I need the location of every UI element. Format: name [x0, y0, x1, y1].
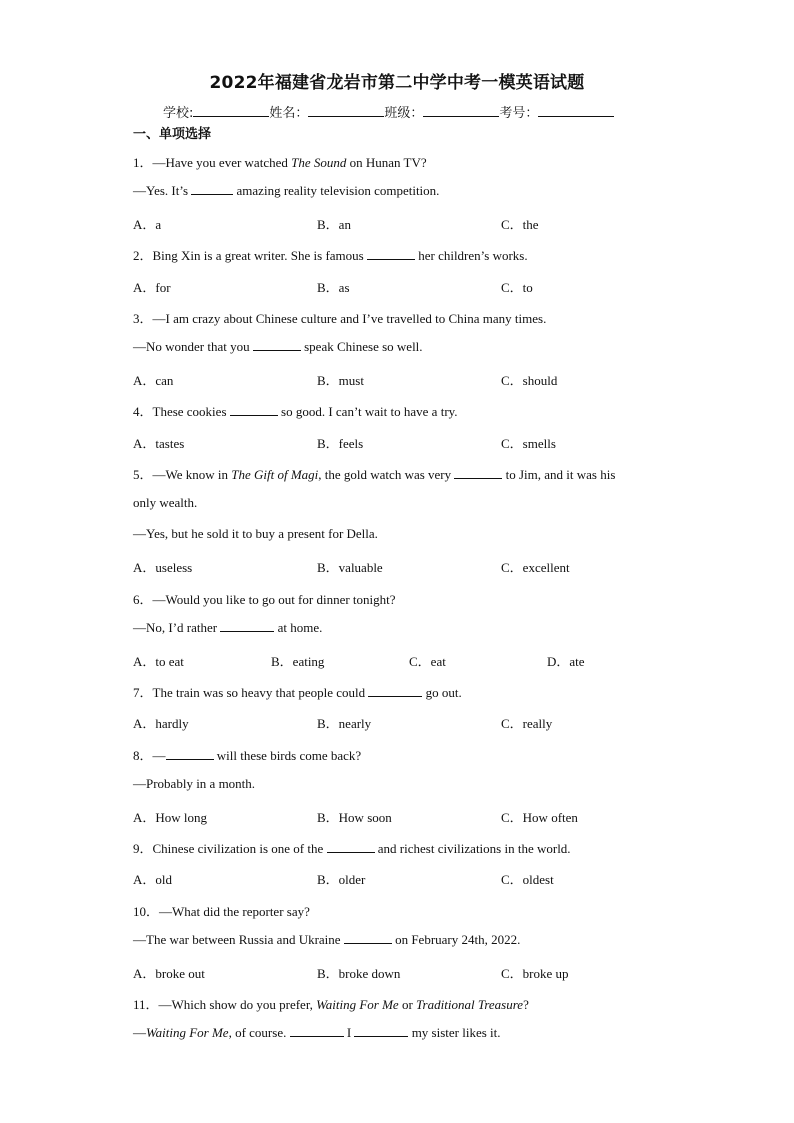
q8-option-c[interactable]: C．How often [501, 810, 578, 825]
q1-option-c[interactable]: C．the [501, 217, 539, 232]
exam-no-label: 考号： [499, 106, 539, 121]
question-11-stem [133, 994, 529, 1013]
q1-title: The Sound [291, 155, 347, 170]
q1-text-a: 1．—Have you ever watched [133, 155, 292, 170]
q2-blank[interactable] [367, 248, 415, 260]
q11-text-f: — [133, 1025, 146, 1040]
question-2-stem [133, 245, 528, 264]
q11-text-i: I [343, 1025, 355, 1040]
q1-text-e: amazing reality television competition. [233, 183, 440, 198]
q9-option-c[interactable]: C．oldest [501, 872, 554, 887]
question-8-stem [133, 745, 361, 764]
question-5-stem [133, 464, 615, 483]
q6-text-b: —No, I’d rather [133, 620, 221, 635]
q11-text-a: 11．—Which show do you prefer, [133, 997, 317, 1012]
q10-option-c[interactable]: C．broke up [501, 966, 569, 981]
student-info-line [163, 102, 614, 121]
q9-option-a[interactable]: A．old [133, 872, 173, 887]
exam-no-blank[interactable] [538, 104, 614, 117]
question-5-stem-cont: only wealth. [133, 495, 198, 510]
q4-option-a[interactable]: A．tastes [133, 436, 185, 451]
q2-option-a[interactable]: A．for [133, 280, 171, 295]
question-9-stem [133, 838, 571, 857]
q3-text-b: —No wonder that you [133, 339, 253, 354]
q10-blank[interactable] [344, 932, 392, 944]
q11-text-e: ? [523, 997, 529, 1012]
q2-option-b[interactable]: B．as [317, 280, 350, 295]
q3-option-c[interactable]: C．should [501, 373, 558, 388]
q4-text-a: 4．These cookies [133, 404, 230, 419]
q10-option-a[interactable]: A．broke out [133, 966, 205, 981]
q1-text-c: on Hunan TV? [346, 155, 427, 170]
q2-option-c[interactable]: C．to [501, 280, 533, 295]
q8-text-b: will these birds come back? [213, 748, 362, 763]
question-6-reply [133, 620, 322, 636]
question-5-reply: —Yes, but he sold it to buy a present for Della. [133, 526, 378, 541]
q5-title: The Gift of Magi [231, 467, 319, 482]
q10-option-b[interactable]: B．broke down [317, 966, 401, 981]
q6-text-c: at home. [274, 620, 323, 635]
q2-text-a: 2．Bing Xin is a great writer. She is famous [133, 248, 367, 263]
q3-text-c: speak Chinese so well. [300, 339, 423, 354]
q11-text-h: , of course. [228, 1025, 290, 1040]
q1-option-b[interactable]: B．an [317, 217, 351, 232]
q8-option-b[interactable]: B．How soon [317, 810, 392, 825]
q11-title-1: Waiting For Me [316, 997, 399, 1012]
q8-option-a[interactable]: A．How long [133, 810, 208, 825]
q3-option-a[interactable]: A．can [133, 373, 174, 388]
q7-text-a: 7．The train was so heavy that people could [133, 685, 369, 700]
name-label: 姓名： [269, 106, 309, 121]
q9-option-b[interactable]: B．older [317, 872, 366, 887]
q9-blank[interactable] [327, 841, 375, 853]
q6-option-c[interactable]: C．eat [409, 654, 446, 669]
class-blank[interactable] [423, 104, 499, 117]
q4-option-c[interactable]: C．smells [501, 436, 556, 451]
question-1-reply [133, 183, 439, 199]
q11-blank-1[interactable] [290, 1025, 344, 1037]
q9-text-b: and richest civilizations in the world. [374, 841, 571, 856]
q6-option-a[interactable]: A．to eat [133, 654, 184, 669]
question-8-reply: —Probably in a month. [133, 776, 256, 791]
q7-text-b: go out. [422, 685, 462, 700]
q8-blank[interactable] [166, 748, 214, 760]
q3-option-b[interactable]: B．must [317, 373, 364, 388]
q4-blank[interactable] [230, 404, 278, 416]
question-11-reply [133, 1025, 501, 1041]
question-3-reply [133, 339, 423, 355]
q9-text-a: 9．Chinese civilization is one of the [133, 841, 327, 856]
q4-option-b[interactable]: B．feels [317, 436, 364, 451]
school-blank[interactable] [193, 104, 269, 117]
question-7-stem [133, 682, 462, 701]
q11-text-c: or [398, 997, 417, 1012]
q8-text-a: 8．— [133, 748, 166, 763]
q6-blank[interactable] [220, 620, 274, 632]
question-6-stem: 6．—Would you like to go out for dinner tonight? [133, 592, 396, 607]
q7-option-c[interactable]: C．really [501, 716, 553, 731]
q5-option-b[interactable]: B．valuable [317, 560, 383, 575]
question-10-stem: 10．—What did the reporter say? [133, 904, 310, 919]
q7-option-b[interactable]: B．nearly [317, 716, 372, 731]
q5-option-a[interactable]: A．useless [133, 560, 193, 575]
q1-text-d: —Yes. It’s [133, 183, 189, 198]
q5-text-a: 5．—We know in [133, 467, 232, 482]
q2-text-b: her children’s works. [414, 248, 528, 263]
class-label: 班级： [384, 106, 424, 121]
q3-blank[interactable] [253, 339, 301, 351]
question-1-stem [133, 152, 427, 171]
q10-text-b: —The war between Russia and Ukraine [133, 932, 344, 947]
q1-blank[interactable] [191, 183, 233, 195]
question-4-stem [133, 401, 458, 420]
q1-option-a[interactable]: A．a [133, 217, 162, 232]
q5-text-c: , the gold watch was very [318, 467, 455, 482]
q5-option-c[interactable]: C．excellent [501, 560, 570, 575]
q11-blank-2[interactable] [354, 1025, 408, 1037]
question-3-stem: 3．—I am crazy about Chinese culture and I’ve travelled to China many times. [133, 311, 547, 326]
q6-option-b[interactable]: B．eating [271, 654, 325, 669]
q4-text-b: so good. I can’t wait to have a try. [277, 404, 458, 419]
q5-text-d: to Jim, and it was his [502, 467, 616, 482]
q7-blank[interactable] [368, 685, 422, 697]
q11-title-3: Waiting For Me [146, 1025, 229, 1040]
q7-option-a[interactable]: A．hardly [133, 716, 189, 731]
section-heading: 一、单项选择 [133, 127, 212, 142]
page-title: 2022年福建省龙岩市第二中学中考一模英语试题 [209, 73, 585, 93]
q11-text-j: my sister likes it. [408, 1025, 501, 1040]
q5-blank[interactable] [454, 467, 502, 479]
question-10-reply [133, 932, 520, 948]
q11-title-2: Traditional Treasure [416, 997, 524, 1012]
q6-option-d[interactable]: D．ate [547, 654, 585, 669]
q10-text-c: on February 24th, 2022. [391, 932, 521, 947]
name-blank[interactable] [308, 104, 384, 117]
school-label: 学校: [163, 106, 194, 121]
